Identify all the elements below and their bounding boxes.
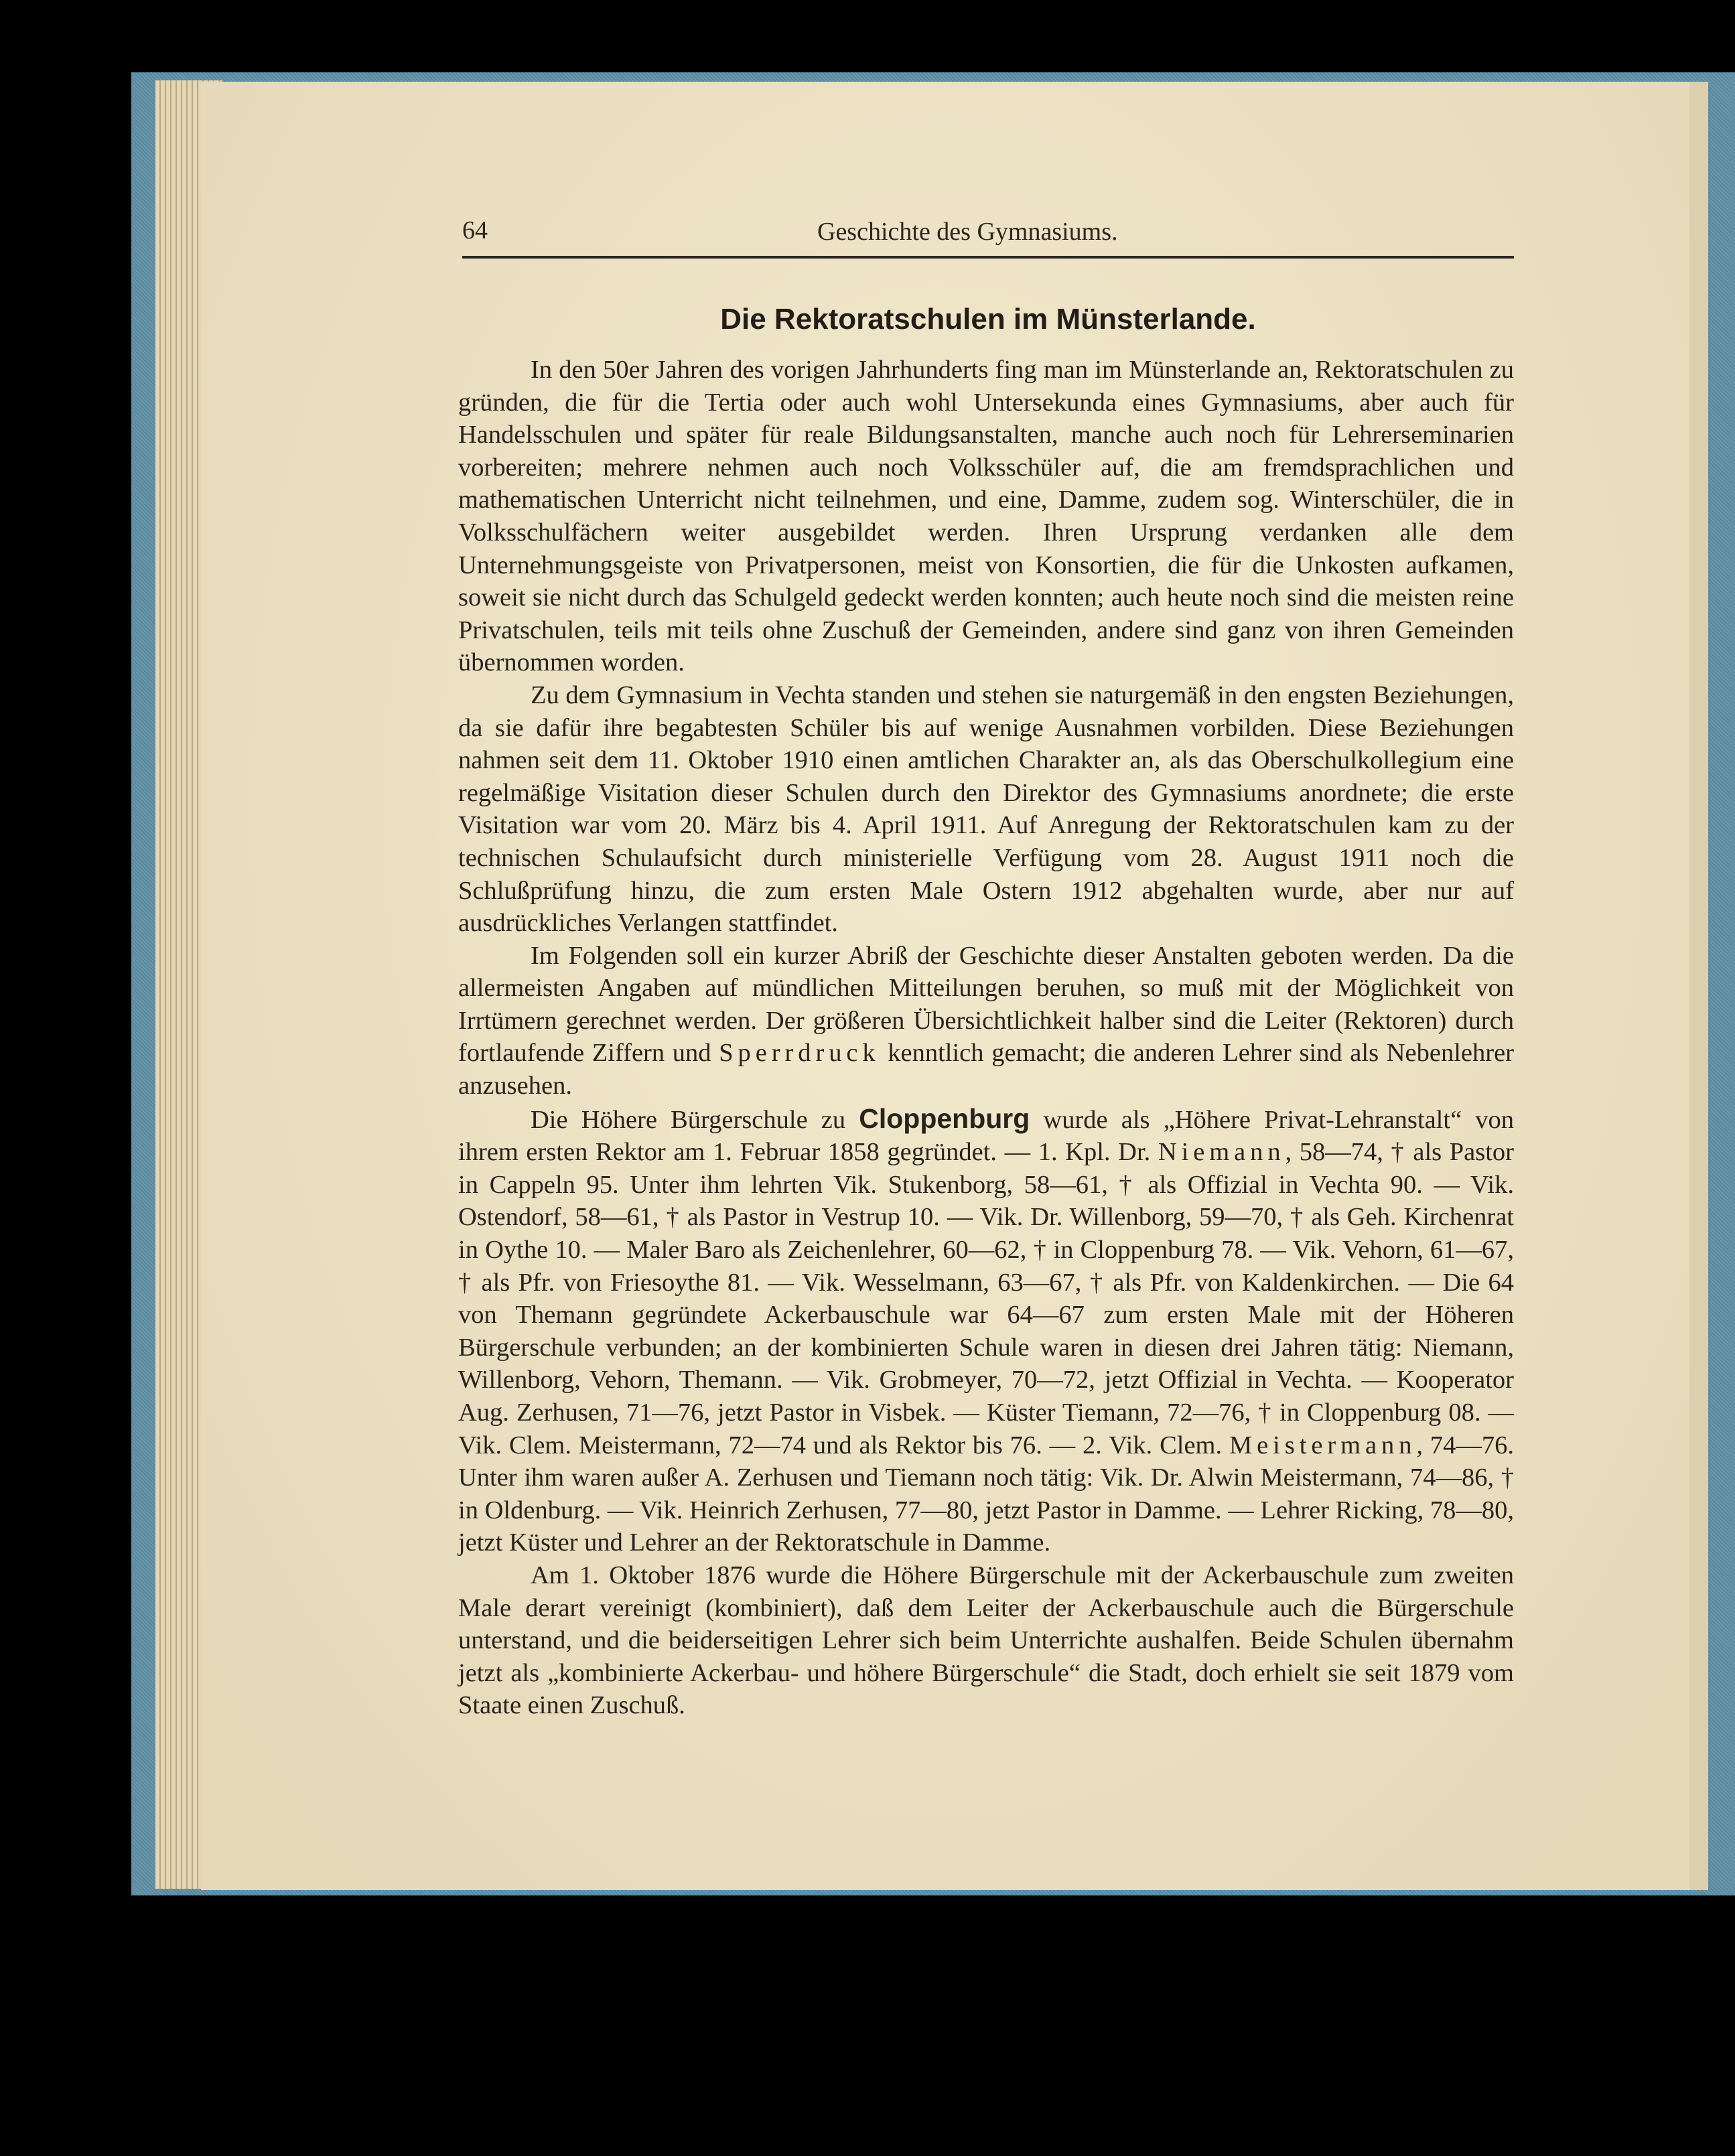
paragraph-2: Zu dem Gymnasium in Vechta standen und stehen sie naturgemäß in den engsten Beziehungen, da sie dafür ihre begabtesten Schüler bis auf wenige Ausnahmen vorbilden. Diese Beziehungen nahmen seit dem 11. Oktober 1910 einen amtlichen Charakter an, als das Oberschulkollegium eine regelmäßige Visitation dieser Schulen durch den Direktor des Gymnasiums anordnete; die erste Visitation war vom 20. März bis 4. April 1911. Auf Anregung der Rektoratschulen kam zu der technischen Schulaufsicht durch ministerielle Verfügung vom 28. August 1911 noch die Schlußprüfung hinzu, die zum ersten Male Ostern 1912 abgehalten wurde, aber nur auf ausdrückliches Verlangen stattfindet. xyxy=(458,680,1514,938)
paragraph-4-text-b: wurde als „Höhere Privat-Lehranstalt“ von ihrem ersten Rektor am 1. Februar 1858 gegründet. — 1. Kpl. Dr. xyxy=(458,1105,1515,1167)
paragraph-3 xyxy=(458,940,1514,1102)
page-number: 64 xyxy=(462,216,488,244)
paragraph-1: In den 50er Jahren des vorigen Jahrhunderts fing man im Münsterlande an, Rektoratschulen zu gründen, die für die Tertia oder auch wohl Untersekunda eines Gymnasiums, aber auch für Handelsschulen und später für reale Bildungsanstalten, manche auch noch für Lehrerseminarien vorbereiten; mehrere nehmen auch noch Volksschüler auf, die am fremdsprachlichen und mathematischen Unterricht nicht teilnehmen, und eine, Damme, zudem sog. Winterschüler, die in Volksschulfächern weiter ausgebildet werden. Ihren Ursprung verdanken alle dem Unternehmungsgeiste von Privatpersonen, meist von Konsortien, die für die Unkosten aufkamen, soweit sie nicht durch das Schulgeld gedeckt werden konnten; auch heute noch sind die meisten reine Privatschulen, teils mit teils ohne Zuschuß der Gemeinden, andere sind ganz von ihren Gemeinden übernommen worden. xyxy=(458,356,1514,677)
rector-name-1: Niemann xyxy=(1158,1138,1286,1167)
running-header xyxy=(462,209,1514,259)
paragraph-3-text-a: Im Folgenden soll ein kurzer Abriß der Geschichte dieser Anstalten geboten werden. Da die allermeisten Angaben auf mündlichen Mitteilungen beruhen, so muß mit der Möglichkeit von Irrtümern gerechnet werden. Der größeren Übersichtlichkeit halber sind die Leiter (Rektoren) durch fortlaufende Ziffern und xyxy=(458,941,1514,1068)
rector-name-2: Meistermann xyxy=(1229,1431,1417,1459)
spaced-term: Sperrdruck xyxy=(719,1039,880,1068)
running-title: Geschichte des Gymnasiums. xyxy=(817,218,1118,246)
section-title: Die Rektoratschulen im Münsterlande. xyxy=(720,303,1256,336)
paragraph-4-text-c: , 58—74, † als Pastor in Cappeln 95. Unter ihm lehrten Vik. Stukenborg, 58—61, † als Offizial in Vechta 90. — Vik. Ostendorf, 58—61, † als Pastor in Vestrup 10. — Vik. Dr. Willenborg, 59—70, † als Geh. Kirchenrat in Oythe 10. — Maler Baro als Zeichenlehrer, 60—62, † in Cloppenburg 78. — Vik. Vehorn, 61—67, † als Pfr. von Friesoythe 81. — Vik. Wesselmann, 63—67, † als Pfr. von Kaldenkirchen. — Die 64 von Themann gegründete Ackerbauschule war 64—67 zum ersten Male mit der Höheren Bürgerschule verbunden; an der kombinierten Schule waren in diesen drei Jahren tätig: Niemann, Willenborg, Vehorn, Themann. — Vik. Grobmeyer, 70—72, jetzt Offizial in Vechta. — Kooperator Aug. Zerhusen, 71—76, jetzt Pastor in Visbek. — Küster Tiemann, 72—76, † in Cloppenburg 08. — Vik. Clem. Meistermann, 72—74 und als Rektor bis 76. — 2. Vik. Clem. xyxy=(458,1138,1514,1459)
paragraph-4-text-a: Die Höhere Bürgerschule zu xyxy=(531,1105,859,1134)
paragraph-5: Am 1. Oktober 1876 wurde die Höhere Bürgerschule mit der Ackerbauschule zum zweiten Male derart vereinigt (kombiniert), daß dem Leiter der Ackerbauschule auch die Bürgerschule unterstand, und die beiderseitigen Lehrer sich beim Unterrichte aushalfen. Beide Schulen übernahm jetzt als „kombinierte Ackerbau- und höhere Bürgerschule“ die Stadt, doch erhielt sie seit 1879 vom Staate einen Zuschuß. xyxy=(458,1561,1514,1720)
body-text xyxy=(458,354,1514,1722)
place-name: Cloppenburg xyxy=(859,1102,1030,1134)
paragraph-4-text-d: , 74—76. Unter ihm waren außer A. Zerhusen und Tiemann noch tätig: Vik. Dr. Alwin Meistermann, 74—86, † in Oldenburg. — Vik. Heinrich Zerhusen, 77—80, jetzt Pastor in Damme. — Lehrer Ricking, 78—80, jetzt Küster und Lehrer an der Rektoratschule in Damme. xyxy=(458,1431,1515,1557)
paragraph-4 xyxy=(458,1102,1514,1559)
paragraph-3-text-b: kenntlich gemacht; die anderen Lehrer sind als Nebenlehrer anzusehen. xyxy=(458,1039,1514,1100)
